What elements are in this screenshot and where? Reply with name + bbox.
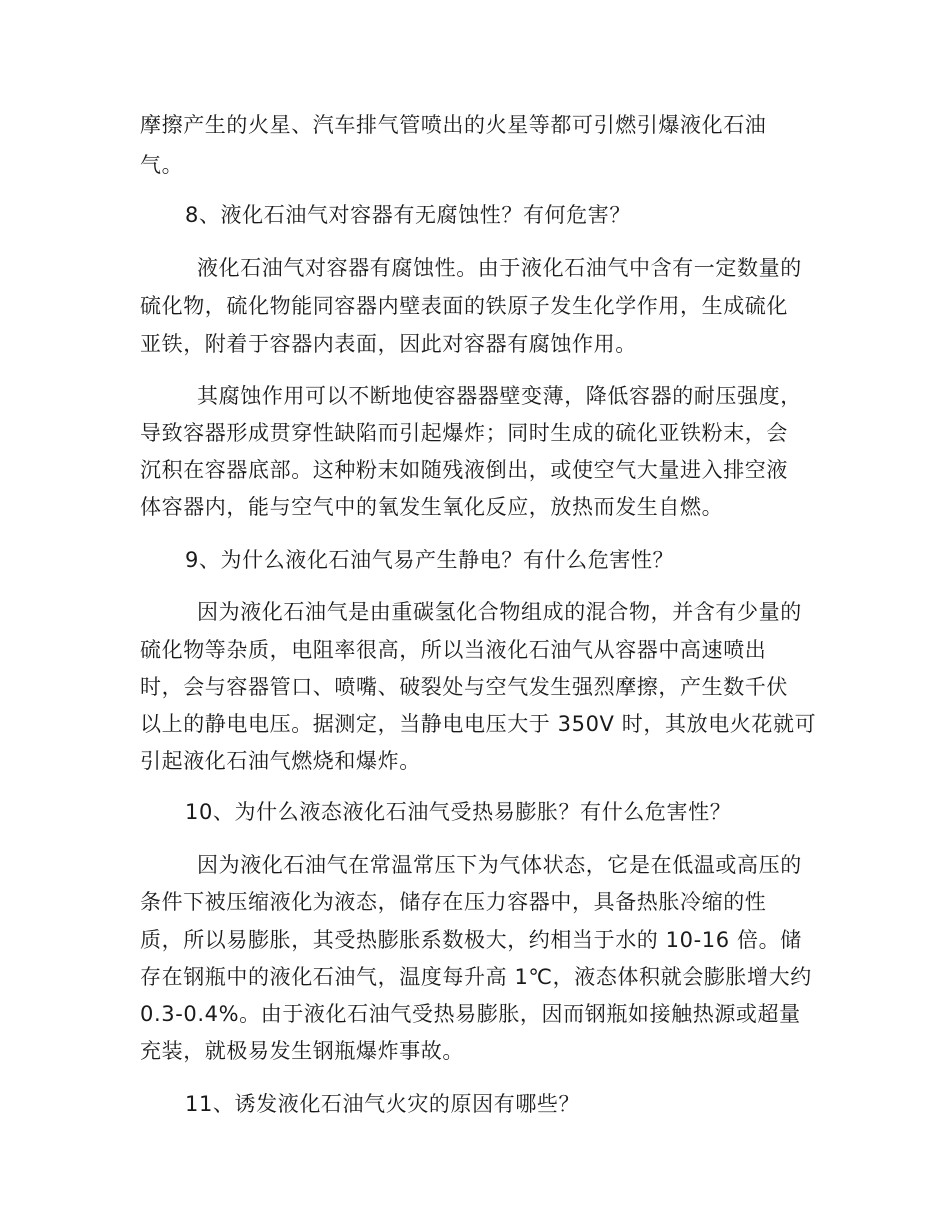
paragraph-line: 摩擦产生的火星、汽车排气管喷出的火星等都可引燃引爆液化石油 <box>140 113 767 137</box>
paragraph-line: 亚铁，附着于容器内表面，因此对容器有腐蚀作用。 <box>140 332 637 356</box>
paragraph-line: 气。 <box>140 153 184 177</box>
paragraph-line: 以上的静电电压。据测定，当静电电压大于 350V 时，其放电火花就可 <box>140 712 817 736</box>
paragraph-line: 引起液化石油气燃烧和爆炸。 <box>140 749 421 773</box>
paragraph-line: 沉积在容器底部。这种粉末如随残液倒出，或使空气大量进入排空液 <box>140 458 788 482</box>
paragraph-line: 时，会与容器管口、喷嘴、破裂处与空气发生强烈摩擦，产生数千伏 <box>140 675 788 699</box>
paragraph-line: 存在钢瓶中的液化石油气，温度每升高 1℃，液态体积就会膨胀增大约 <box>140 965 812 989</box>
question-heading: 10、为什么液态液化石油气受热易膨胀？有什么危害性？ <box>185 800 732 824</box>
paragraph-line: 硫化物等杂质，电阻率很高，所以当液化石油气从容器中高速喷出 <box>140 638 767 662</box>
question-heading: 8、液化石油气对容器有无腐蚀性？有何危害？ <box>185 203 631 227</box>
paragraph-line: 0.3-0.4%。由于液化石油气受热易膨胀，因而钢瓶如接触热源或超量 <box>140 1002 801 1026</box>
paragraph-line: 导致容器形成贯穿性缺陷而引起爆炸；同时生成的硫化亚铁粉末，会 <box>140 421 788 445</box>
paragraph-line: 质，所以易膨胀，其受热膨胀系数极大，约相当于水的 10-16 倍。储 <box>140 928 802 952</box>
paragraph-line: 因为液化石油气是由重碳氢化合物组成的混合物，并含有少量的 <box>197 600 802 624</box>
question-heading: 9、为什么液化石油气易产生静电？有什么危害性？ <box>185 548 675 572</box>
paragraph-line: 体容器内，能与空气中的氧发生氧化反应，放热而发生自燃。 <box>140 495 724 519</box>
paragraph-line: 硫化物，硫化物能同容器内壁表面的铁原子发生化学作用，生成硫化 <box>140 294 788 318</box>
paragraph-line: 其腐蚀作用可以不断地使容器器壁变薄，降低容器的耐压强度， <box>197 384 802 408</box>
paragraph-line: 因为液化石油气在常温常压下为气体状态，它是在低温或高压的 <box>197 853 802 877</box>
paragraph-line: 液化石油气对容器有腐蚀性。由于液化石油气中含有一定数量的 <box>197 256 802 280</box>
question-heading: 11、诱发液化石油气火灾的原因有哪些？ <box>185 1092 581 1116</box>
paragraph-line: 条件下被压缩液化为液态，储存在压力容器中，具备热胀冷缩的性 <box>140 890 767 914</box>
paragraph-line: 充装，就极易发生钢瓶爆炸事故。 <box>140 1039 464 1063</box>
